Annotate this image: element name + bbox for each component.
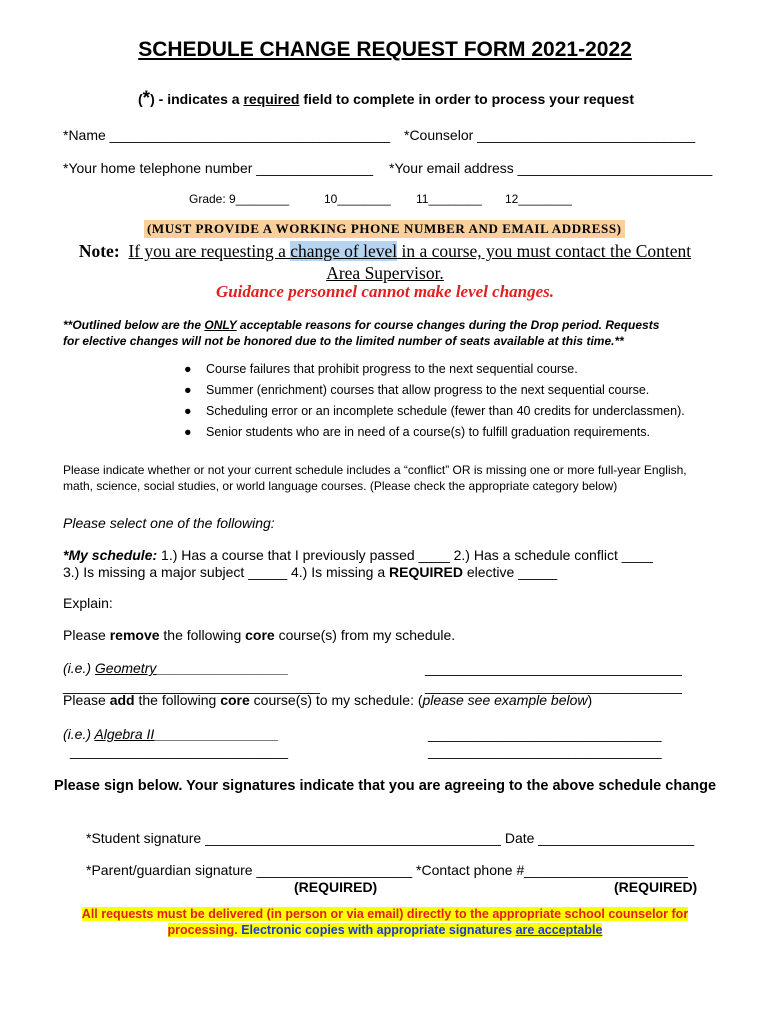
footer-blue-underlined: are acceptable <box>515 923 603 937</box>
reason-text: Course failures that prohibit progress to the next sequential course. <box>206 362 578 376</box>
select-prompt: Please select one of the following: <box>63 515 275 531</box>
note-highlight: change of level <box>290 241 398 261</box>
ie-prefix: (i.e.) <box>63 726 95 742</box>
note-part2: in a course, you must contact the Content <box>397 241 692 261</box>
outlined-p1: **Outlined below are the <box>63 318 205 332</box>
phone-email-banner: (MUST PROVIDE A WORKING PHONE NUMBER AND EMAIL ADDRESS) <box>144 220 625 238</box>
remove-core-word: core <box>245 627 275 643</box>
remove-course-field-2[interactable]: _________________________________ <box>425 660 682 676</box>
guidance-warning: Guidance personnel cannot make level changes. <box>215 282 555 301</box>
example-course-algebra: Algebra II <box>94 726 155 742</box>
required-emphasis: REQUIRED <box>389 564 463 580</box>
blank-tail[interactable]: _________________ <box>156 660 289 676</box>
outlined-reasons-line1 <box>63 318 659 332</box>
counselor-field[interactable]: *Counselor ____________________________ <box>404 127 696 143</box>
my-schedule-option-4[interactable]: elective _____ <box>462 564 558 580</box>
grade-10-field[interactable]: 10________ <box>324 192 391 206</box>
example-course-geometry: Geometry <box>94 660 157 676</box>
remove-a: Please <box>63 627 110 643</box>
remove-instructions <box>63 627 455 643</box>
bullet-icon: ● <box>184 404 192 418</box>
my-schedule-line2[interactable] <box>63 564 557 580</box>
required-field-note <box>138 88 634 110</box>
level-change-note-line2 <box>0 262 770 284</box>
remove-b: the following <box>159 627 246 643</box>
required-note-after: field to complete in order to process your request <box>299 91 634 107</box>
explain-label: Explain: <box>63 595 113 611</box>
blank-tail[interactable]: ________________ <box>154 726 279 742</box>
footer-red-line1: All requests must be delivered (in person or via email) directly to the appropriate school counselor for <box>81 907 689 921</box>
email-field[interactable]: *Your email address _________________________ <box>389 160 713 176</box>
add-b: the following <box>134 692 221 708</box>
outlined-p2: acceptable reasons for course changes during the Drop period. Requests <box>236 318 660 332</box>
footer-blue: Electronic copies with appropriate signatures <box>237 923 516 937</box>
add-course-field-3[interactable]: ____________________________ <box>70 743 289 759</box>
delivery-notice <box>0 906 770 938</box>
my-schedule-option-3[interactable]: 3.) Is missing a major subject _____ 4.) Is missing a <box>63 564 390 580</box>
reason-text: Summer (enrichment) courses that allow progress to the next sequential course. <box>206 383 650 397</box>
parent-signature-field[interactable]: *Parent/guardian signature ____________________ *Contact phone #_____________________ <box>86 862 688 878</box>
bullet-icon: ● <box>184 362 192 376</box>
student-signature-field[interactable]: *Student signature ______________________________________ Date ____________________ <box>86 830 695 846</box>
add-instructions <box>63 692 592 708</box>
add-a: Please <box>63 692 110 708</box>
outlined-reasons-line2: for elective changes will not be honored due to the limited number of seats available at this time.** <box>63 334 624 348</box>
remove-c: course(s) from my schedule. <box>274 627 456 643</box>
add-d: ) <box>587 692 593 708</box>
required-asterisk: * <box>142 88 151 109</box>
remove-word: remove <box>109 627 160 643</box>
add-core-word: core <box>220 692 250 708</box>
reason-text: Scheduling error or an incomplete schedule (fewer than 40 credits for underclassmen). <box>206 404 685 418</box>
my-schedule-line1[interactable] <box>63 547 653 563</box>
remove-course-field-4[interactable]: _________________________________ <box>425 678 682 694</box>
list-item <box>184 425 650 439</box>
list-item <box>184 383 649 397</box>
ie-prefix: (i.e.) <box>63 660 95 676</box>
footer-red-line2: processing. <box>167 923 238 937</box>
conflict-instructions-line2: math, science, social studies, or world language courses. (Please check the appropriate category below) <box>63 479 618 493</box>
conflict-instructions-line1: Please indicate whether or not your current schedule includes a “conflict” OR is missing one or more full-year English, <box>63 463 687 477</box>
note-part1: If you are requesting a <box>128 241 291 261</box>
my-schedule-options-1-2[interactable]: 1.) Has a course that I previously passed ____ 2.) Has a schedule conflict ____ <box>157 547 653 563</box>
reason-text: Senior students who are in need of a course(s) to fulfill graduation requirements. <box>206 425 650 439</box>
required-label-phone: (REQUIRED) <box>614 879 698 895</box>
paren-close: ) <box>150 91 155 107</box>
add-example-note: please see example below <box>422 692 588 708</box>
required-label-parent: (REQUIRED) <box>294 879 378 895</box>
bullet-icon: ● <box>184 383 192 397</box>
outlined-only: ONLY <box>204 318 237 332</box>
add-course-field-2[interactable]: ______________________________ <box>428 726 662 742</box>
grade-11-field[interactable]: 11________ <box>416 192 482 206</box>
required-note-before: - indicates a <box>154 91 244 107</box>
remove-course-field-3[interactable]: _________________________________ <box>63 678 320 694</box>
my-schedule-label: *My schedule: <box>63 547 158 563</box>
list-item <box>184 362 578 376</box>
signature-instructions: Please sign below. Your signatures indicate that you are agreeing to the above schedule change <box>53 778 717 794</box>
note-label: Note: <box>78 241 120 261</box>
grade-9-field[interactable]: Grade: 9________ <box>189 192 290 206</box>
add-word: add <box>109 692 135 708</box>
note-line2: Area Supervisor. <box>326 263 444 283</box>
add-course-field-4[interactable]: ______________________________ <box>428 743 662 759</box>
paren-open: ( <box>138 91 143 107</box>
page-title: SCHEDULE CHANGE REQUEST FORM 2021-2022 <box>138 38 632 61</box>
grade-12-field[interactable]: 12________ <box>505 192 572 206</box>
required-word: required <box>243 91 300 107</box>
level-change-note <box>0 240 770 262</box>
home-phone-field[interactable]: *Your home telephone number _______________ <box>63 160 374 176</box>
add-course-field-1[interactable] <box>63 726 279 742</box>
add-c: course(s) to my schedule: ( <box>249 692 423 708</box>
bullet-icon: ● <box>184 425 192 439</box>
remove-course-field-1[interactable] <box>63 660 289 676</box>
list-item <box>184 404 685 418</box>
name-field[interactable]: *Name ____________________________________ <box>63 127 390 143</box>
